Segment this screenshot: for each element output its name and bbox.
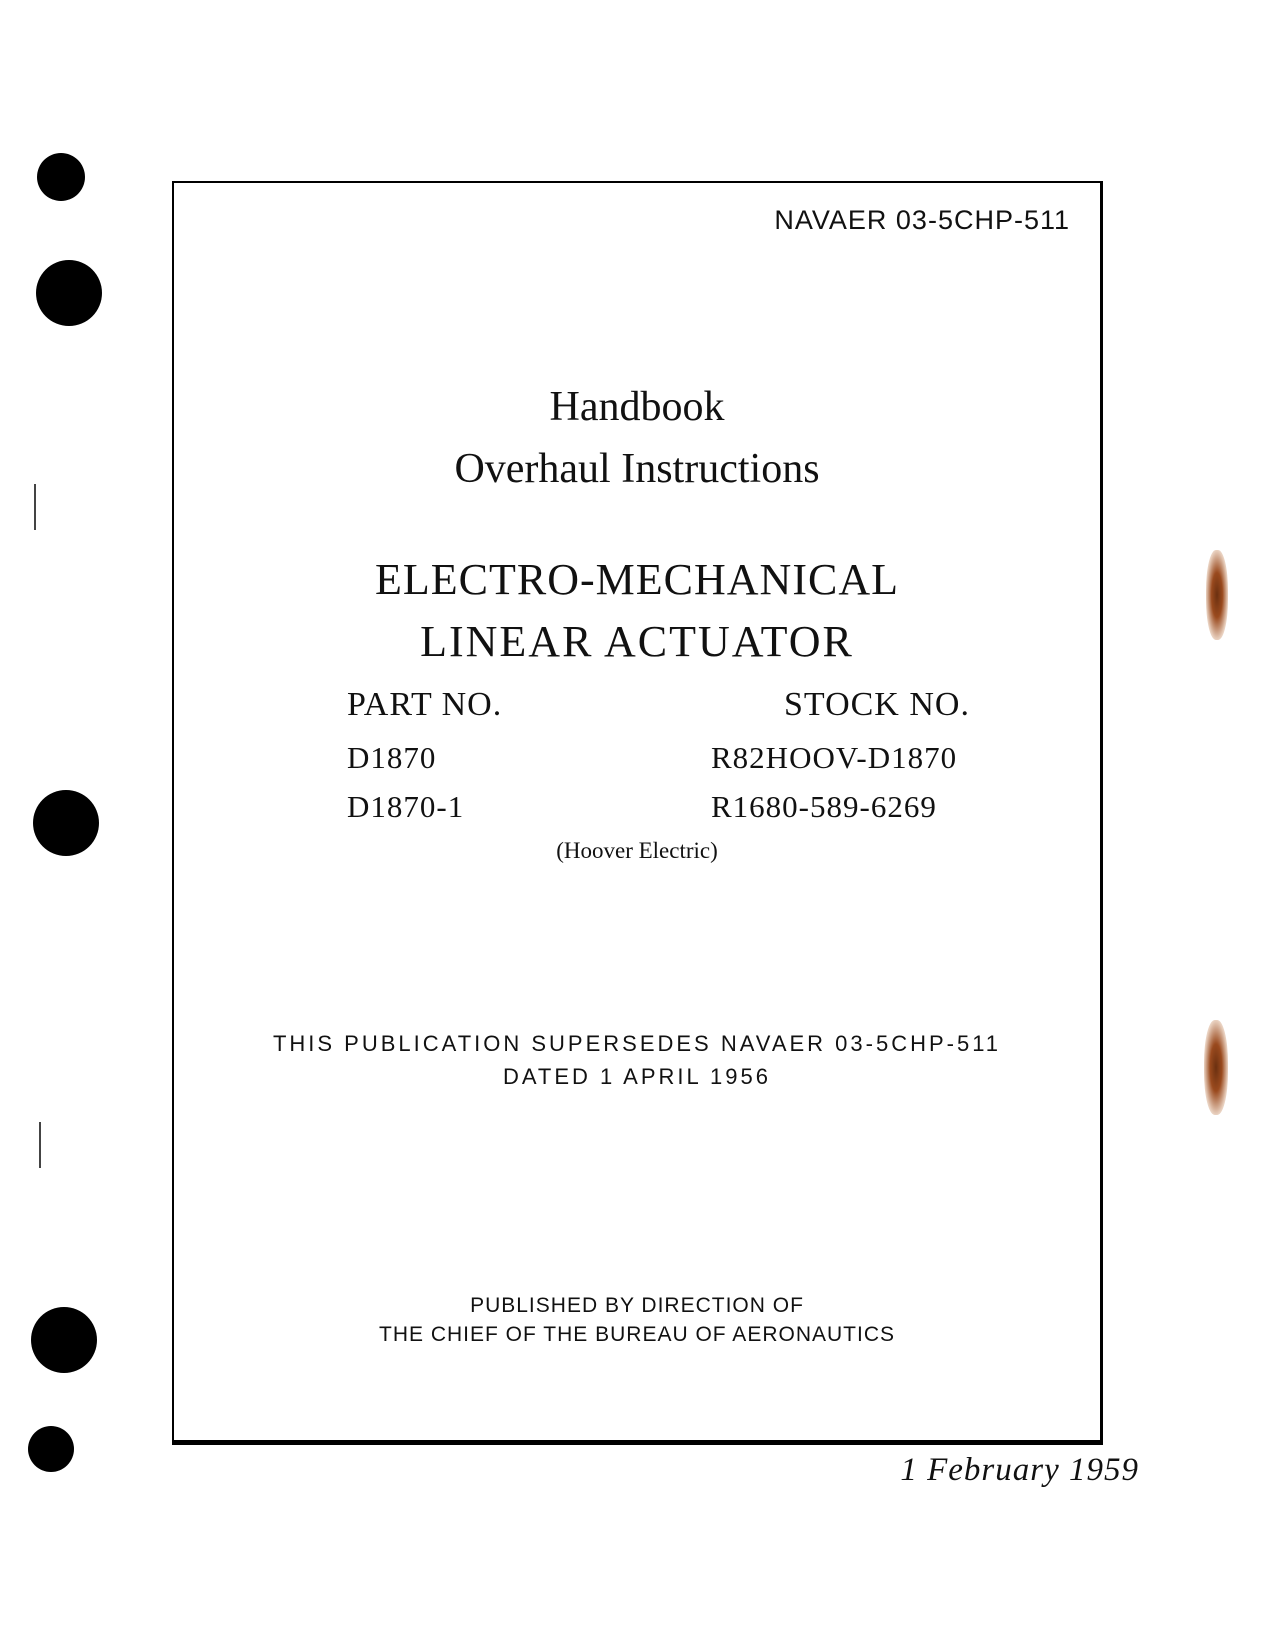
- cover-frame: [172, 181, 1103, 1445]
- part-no-value: D1870: [347, 740, 437, 775]
- subject-title-line1: ELECTRO-MECHANICAL: [375, 555, 899, 604]
- publication-date: 1 February 1959: [900, 1452, 1139, 1488]
- punch-hole: [33, 790, 99, 856]
- stock-no-header: STOCK NO.: [784, 686, 970, 723]
- punch-hole: [31, 1307, 97, 1373]
- punch-hole: [37, 153, 85, 201]
- punch-hole: [36, 260, 102, 326]
- rust-stain: [1204, 1020, 1228, 1115]
- title-overhaul-instructions: Overhaul Instructions: [454, 446, 820, 492]
- stock-no-value: R1680-589-6269: [711, 789, 937, 824]
- manufacturer-note: (Hoover Electric): [556, 838, 718, 863]
- document-number: NAVAER 03-5CHP-511: [774, 205, 1070, 235]
- supersedes-notice: THIS PUBLICATION SUPERSEDES NAVAER 03-5CHP-511: [272, 1031, 1002, 1056]
- punch-hole: [28, 1426, 74, 1472]
- part-no-header: PART NO.: [347, 686, 503, 723]
- rust-stain: [1206, 550, 1228, 640]
- subject-title-line2: LINEAR ACTUATOR: [420, 617, 854, 666]
- part-no-value: D1870-1: [347, 789, 465, 824]
- edge-mark: [34, 484, 36, 530]
- publication-authority-line1: PUBLISHED BY DIRECTION OF: [470, 1294, 804, 1317]
- title-handbook: Handbook: [549, 384, 725, 430]
- publication-authority-line2: THE CHIEF OF THE BUREAU OF AERONAUTICS: [379, 1323, 895, 1346]
- stock-no-value: R82HOOV-D1870: [711, 740, 958, 775]
- edge-mark: [39, 1122, 41, 1168]
- supersedes-date: DATED 1 APRIL 1956: [503, 1064, 771, 1089]
